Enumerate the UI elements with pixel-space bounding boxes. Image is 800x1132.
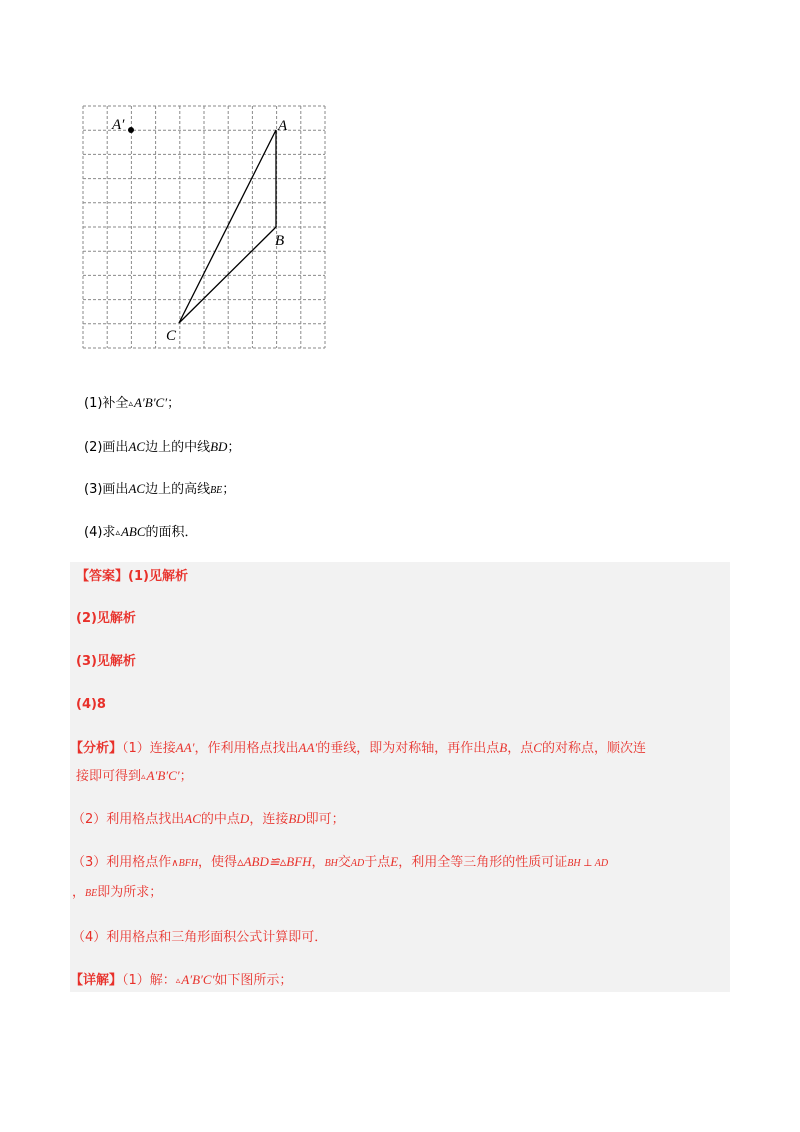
- dashed-grid: [83, 106, 325, 348]
- analysis-line-2: 接即可得到▵A′B′C′；: [76, 768, 193, 784]
- answer-line-1: 【答案】(1)见解析: [76, 569, 188, 584]
- analysis-line-4: （3）利用格点作∧BFH，使得▵ABD≌▵BFH，BH交AD于点E，利用全等三角形的性质可证BH ⊥ AD: [72, 854, 609, 870]
- label-a: A: [278, 118, 288, 134]
- label-b: B: [275, 233, 285, 249]
- question-3: (3)画出AC边上的高线BE；: [84, 481, 236, 497]
- analysis-line-3: （2）利用格点找出AC的中点D，连接BD即可；: [72, 811, 345, 827]
- analysis-line-5: ，BE即为所求；: [72, 885, 163, 900]
- detail-line: 【详解】（1）解：▵A′B′C′如下图所示；: [70, 972, 293, 988]
- analysis-line-6: （4）利用格点和三角形面积公式计算即可．: [72, 930, 328, 945]
- grid-figure: [78, 102, 330, 352]
- answer-line-2: (2)见解析: [76, 611, 136, 626]
- label-c: C: [166, 328, 177, 344]
- question-1: (1)补全▵A′B′C′；: [84, 395, 181, 411]
- question-2: (2)画出AC边上的中线BD；: [84, 439, 241, 455]
- answer-line-3: (3)见解析: [76, 654, 136, 669]
- label-a-prime: A′: [112, 117, 125, 133]
- question-4: (4)求▵ABC的面积．: [84, 524, 198, 540]
- point-a-prime-dot: [128, 127, 134, 133]
- analysis-line-1: 【分析】（1）连接AA′，作利用格点找出AA′的垂线，即为对称轴，再作出点B，点C的对称点，顺次连: [70, 740, 646, 756]
- answer-line-4: (4)8: [76, 697, 106, 712]
